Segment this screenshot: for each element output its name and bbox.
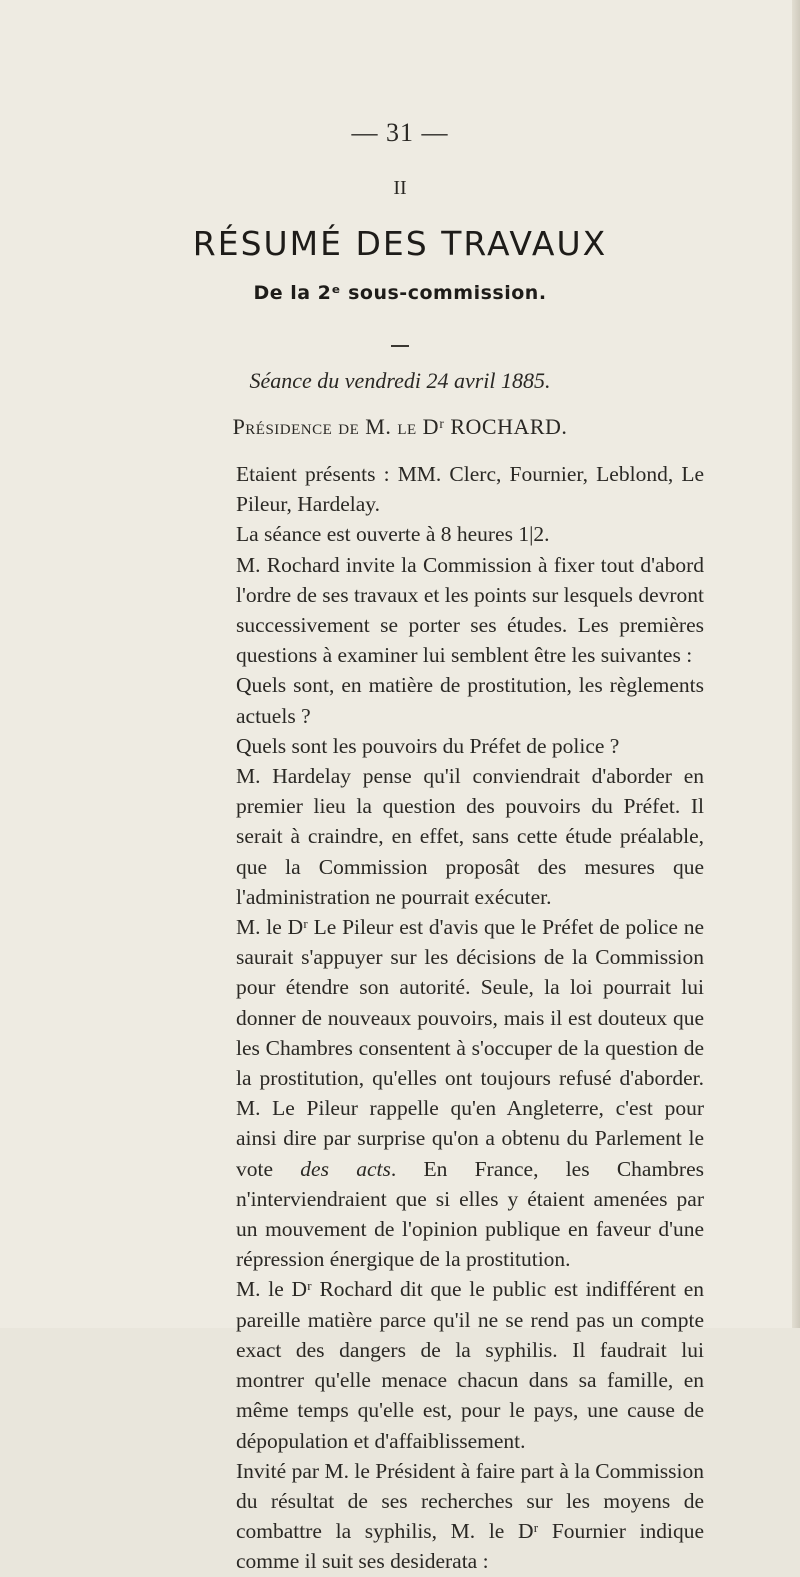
paragraph-question-rules: Quels sont, en matière de prostitution, les règlements actuels ?	[236, 673, 704, 728]
section-title: RÉSUMÉ DES TRAVAUX	[192, 224, 608, 263]
paragraph-hardelay: M. Hardelay pense qu'il conviendrait d'aborder en premier lieu la question des pouvoirs du Préfet. Il serait à craindre, en effet, sans cette étude préalable, que la Commission proposât des mesures que l'administration ne pourrait exécuter.	[236, 764, 704, 909]
session-date: Séance du vendredi 24 avril 1885.	[249, 368, 551, 393]
separator-dash	[391, 345, 409, 347]
paragraph-rochard-public: M. le Dʳ Rochard dit que le public est indifférent en pareille matière parce qu'il ne se rend pas un compte exact des dangers de la syphilis. Il faudrait lui montrer qu'elle menace chacun dans sa famille, en même temps qu'elle est, pour le pays, une cause de dépopulation et d'affaiblissement.	[236, 1277, 704, 1453]
body-text	[236, 459, 704, 1577]
le-pileur-text-a: M. le Dʳ Le Pileur est d'avis que le Préfet de police ne saurait s'appuyer sur les décisions de la Commission pour étendre son autorité. Seule, la loi pourrait lui donner de nouveaux pouvoirs, mais il est douteux que les Chambres consentent à s'occuper de la question de la prostitution, qu'elles ont toujours refusé d'aborder. M. Le Pileur rappelle qu'en Angleterre, c'est pour ainsi dire par surprise qu'on a obtenu du Parlement le vote	[236, 915, 704, 1181]
paragraph-le-pileur	[236, 912, 704, 1274]
section-subtitle: De la 2ᵉ sous-commission.	[253, 282, 547, 304]
presidency-prefix: Présidence de M. le Dʳ	[232, 414, 445, 439]
paragraph-attendees: Etaient présents : MM. Clerc, Fournier, Leblond, Le Pileur, Hardelay.	[236, 462, 704, 517]
le-pileur-text-b: . En France, les Chambres n'interviendraient que si elles y étaient amenées par un mouvement de l'opinion publique en faveur d'une répression énergique de la prostitution.	[236, 1156, 705, 1272]
paragraph-rochard-invite: M. Rochard invite la Commission à fixer tout d'abord l'ordre de ses travaux et les points sur lesquels devront successivement se porter ses études. Les premières questions à examiner lui semblent être les suivantes :	[236, 552, 704, 668]
section-number: II	[393, 177, 407, 199]
paragraph-fournier: Invité par M. le Président à faire part à la Commission du résultat de ses recherches sur les moyens de combattre la syphilis, M. le Dʳ Fournier indique comme il suit ses desiderata :	[236, 1458, 704, 1574]
president-name: ROCHARD.	[450, 414, 568, 439]
le-pileur-italic: des acts	[300, 1156, 391, 1181]
paragraph-opening: La séance est ouverte à 8 heures 1|2.	[236, 522, 550, 547]
presidency-line	[0, 414, 800, 440]
page-number: — 31 —	[351, 118, 449, 147]
paragraph-question-powers: Quels sont les pouvoirs du Préfet de police ?	[236, 733, 620, 758]
